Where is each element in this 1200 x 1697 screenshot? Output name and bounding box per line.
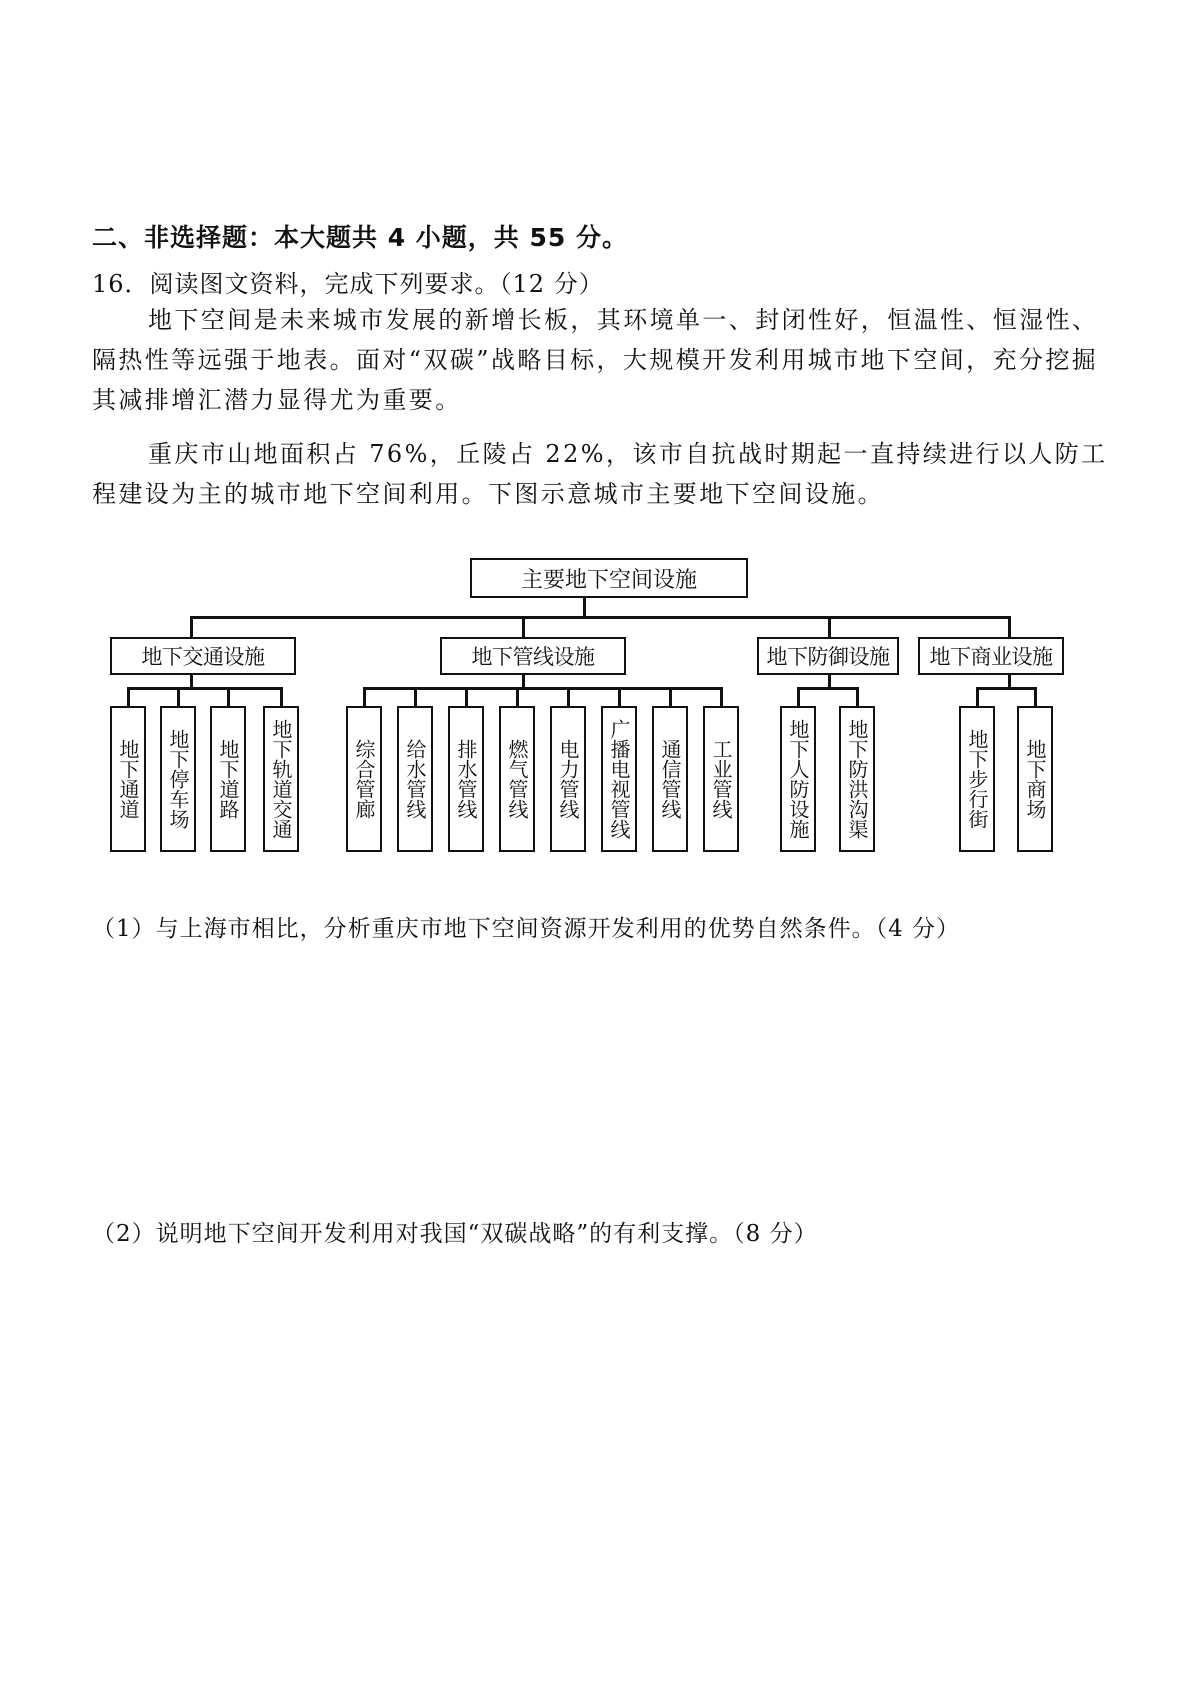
connector bbox=[414, 687, 417, 707]
connector bbox=[280, 687, 283, 707]
leaf-underground-road: 地下道路 bbox=[210, 706, 246, 852]
connector bbox=[227, 687, 230, 707]
leaf-broadcast-tv: 广播电视管线 bbox=[601, 706, 637, 852]
category-commerce: 地下商业设施 bbox=[918, 637, 1064, 675]
connector bbox=[618, 687, 621, 707]
connector bbox=[516, 687, 519, 707]
connector bbox=[856, 687, 859, 707]
leaf-pedestrian-street: 地下步行街 bbox=[959, 706, 995, 852]
category-defense: 地下防御设施 bbox=[757, 637, 899, 675]
connector bbox=[1034, 687, 1037, 707]
connector bbox=[190, 616, 193, 638]
connector bbox=[669, 687, 672, 707]
connector bbox=[522, 616, 525, 638]
connector bbox=[976, 687, 979, 707]
connector bbox=[177, 687, 180, 707]
connector bbox=[127, 687, 283, 690]
connector bbox=[127, 687, 130, 707]
connector bbox=[363, 687, 366, 707]
connector bbox=[583, 595, 586, 618]
leaf-underground-rail: 地下轨道交通 bbox=[263, 706, 299, 852]
connector bbox=[1008, 616, 1011, 638]
question-paragraph: 地下空间是未来城市发展的新增长板，其环境单一、封闭性好，恒温性、恒湿性、隔热性等远强于地表。面对“双碳”战略目标，大规模开发利用城市地下空间，充分挖掘其减排增汇潜力显得尤为重要。 bbox=[92, 306, 1099, 414]
leaf-water-supply: 给水管线 bbox=[397, 706, 433, 852]
connector bbox=[190, 616, 1008, 619]
connector bbox=[797, 687, 800, 707]
leaf-utility-tunnel: 综合管廊 bbox=[346, 706, 382, 852]
leaf-underground-parking: 地下停车场 bbox=[160, 706, 196, 852]
question-paragraph: 重庆市山地面积占 76%，丘陵占 22%，该市自抗战时期起一直持续进行以人防工程建设为主的城市地下空间利用。下图示意城市主要地下空间设施。 bbox=[92, 440, 1108, 508]
leaf-underground-passage: 地下通道 bbox=[110, 706, 146, 852]
connector bbox=[828, 616, 831, 638]
section-title: 二、非选择题：本大题共 4 小题，共 55 分。 bbox=[92, 223, 629, 252]
connector bbox=[465, 687, 468, 707]
leaf-industrial: 工业管线 bbox=[703, 706, 739, 852]
connector bbox=[797, 687, 858, 690]
category-transport: 地下交通设施 bbox=[110, 637, 296, 675]
sub-question-2: （2）说明地下空间开发利用对我国“双碳战略”的有利支撑。（8 分） bbox=[92, 1221, 818, 1247]
leaf-telecom: 通信管线 bbox=[652, 706, 688, 852]
connector bbox=[363, 687, 720, 690]
leaf-power: 电力管线 bbox=[550, 706, 586, 852]
connector bbox=[567, 687, 570, 707]
category-pipeline: 地下管线设施 bbox=[440, 637, 626, 675]
question-title: 16．阅读图文资料，完成下列要求。（12 分） bbox=[92, 270, 604, 298]
leaf-civil-defense: 地下人防设施 bbox=[780, 706, 816, 852]
connector bbox=[976, 687, 1036, 690]
connector bbox=[720, 687, 723, 707]
leaf-drainage: 排水管线 bbox=[448, 706, 484, 852]
leaf-flood-channel: 地下防洪沟渠 bbox=[839, 706, 875, 852]
facilities-diagram bbox=[0, 550, 1200, 890]
diagram-root: 主要地下空间设施 bbox=[470, 558, 748, 598]
sub-question-1: （1）与上海市相比，分析重庆市地下空间资源开发利用的优势自然条件。（4 分） bbox=[92, 916, 961, 942]
leaf-shopping-mall: 地下商场 bbox=[1017, 706, 1053, 852]
leaf-gas: 燃气管线 bbox=[499, 706, 535, 852]
